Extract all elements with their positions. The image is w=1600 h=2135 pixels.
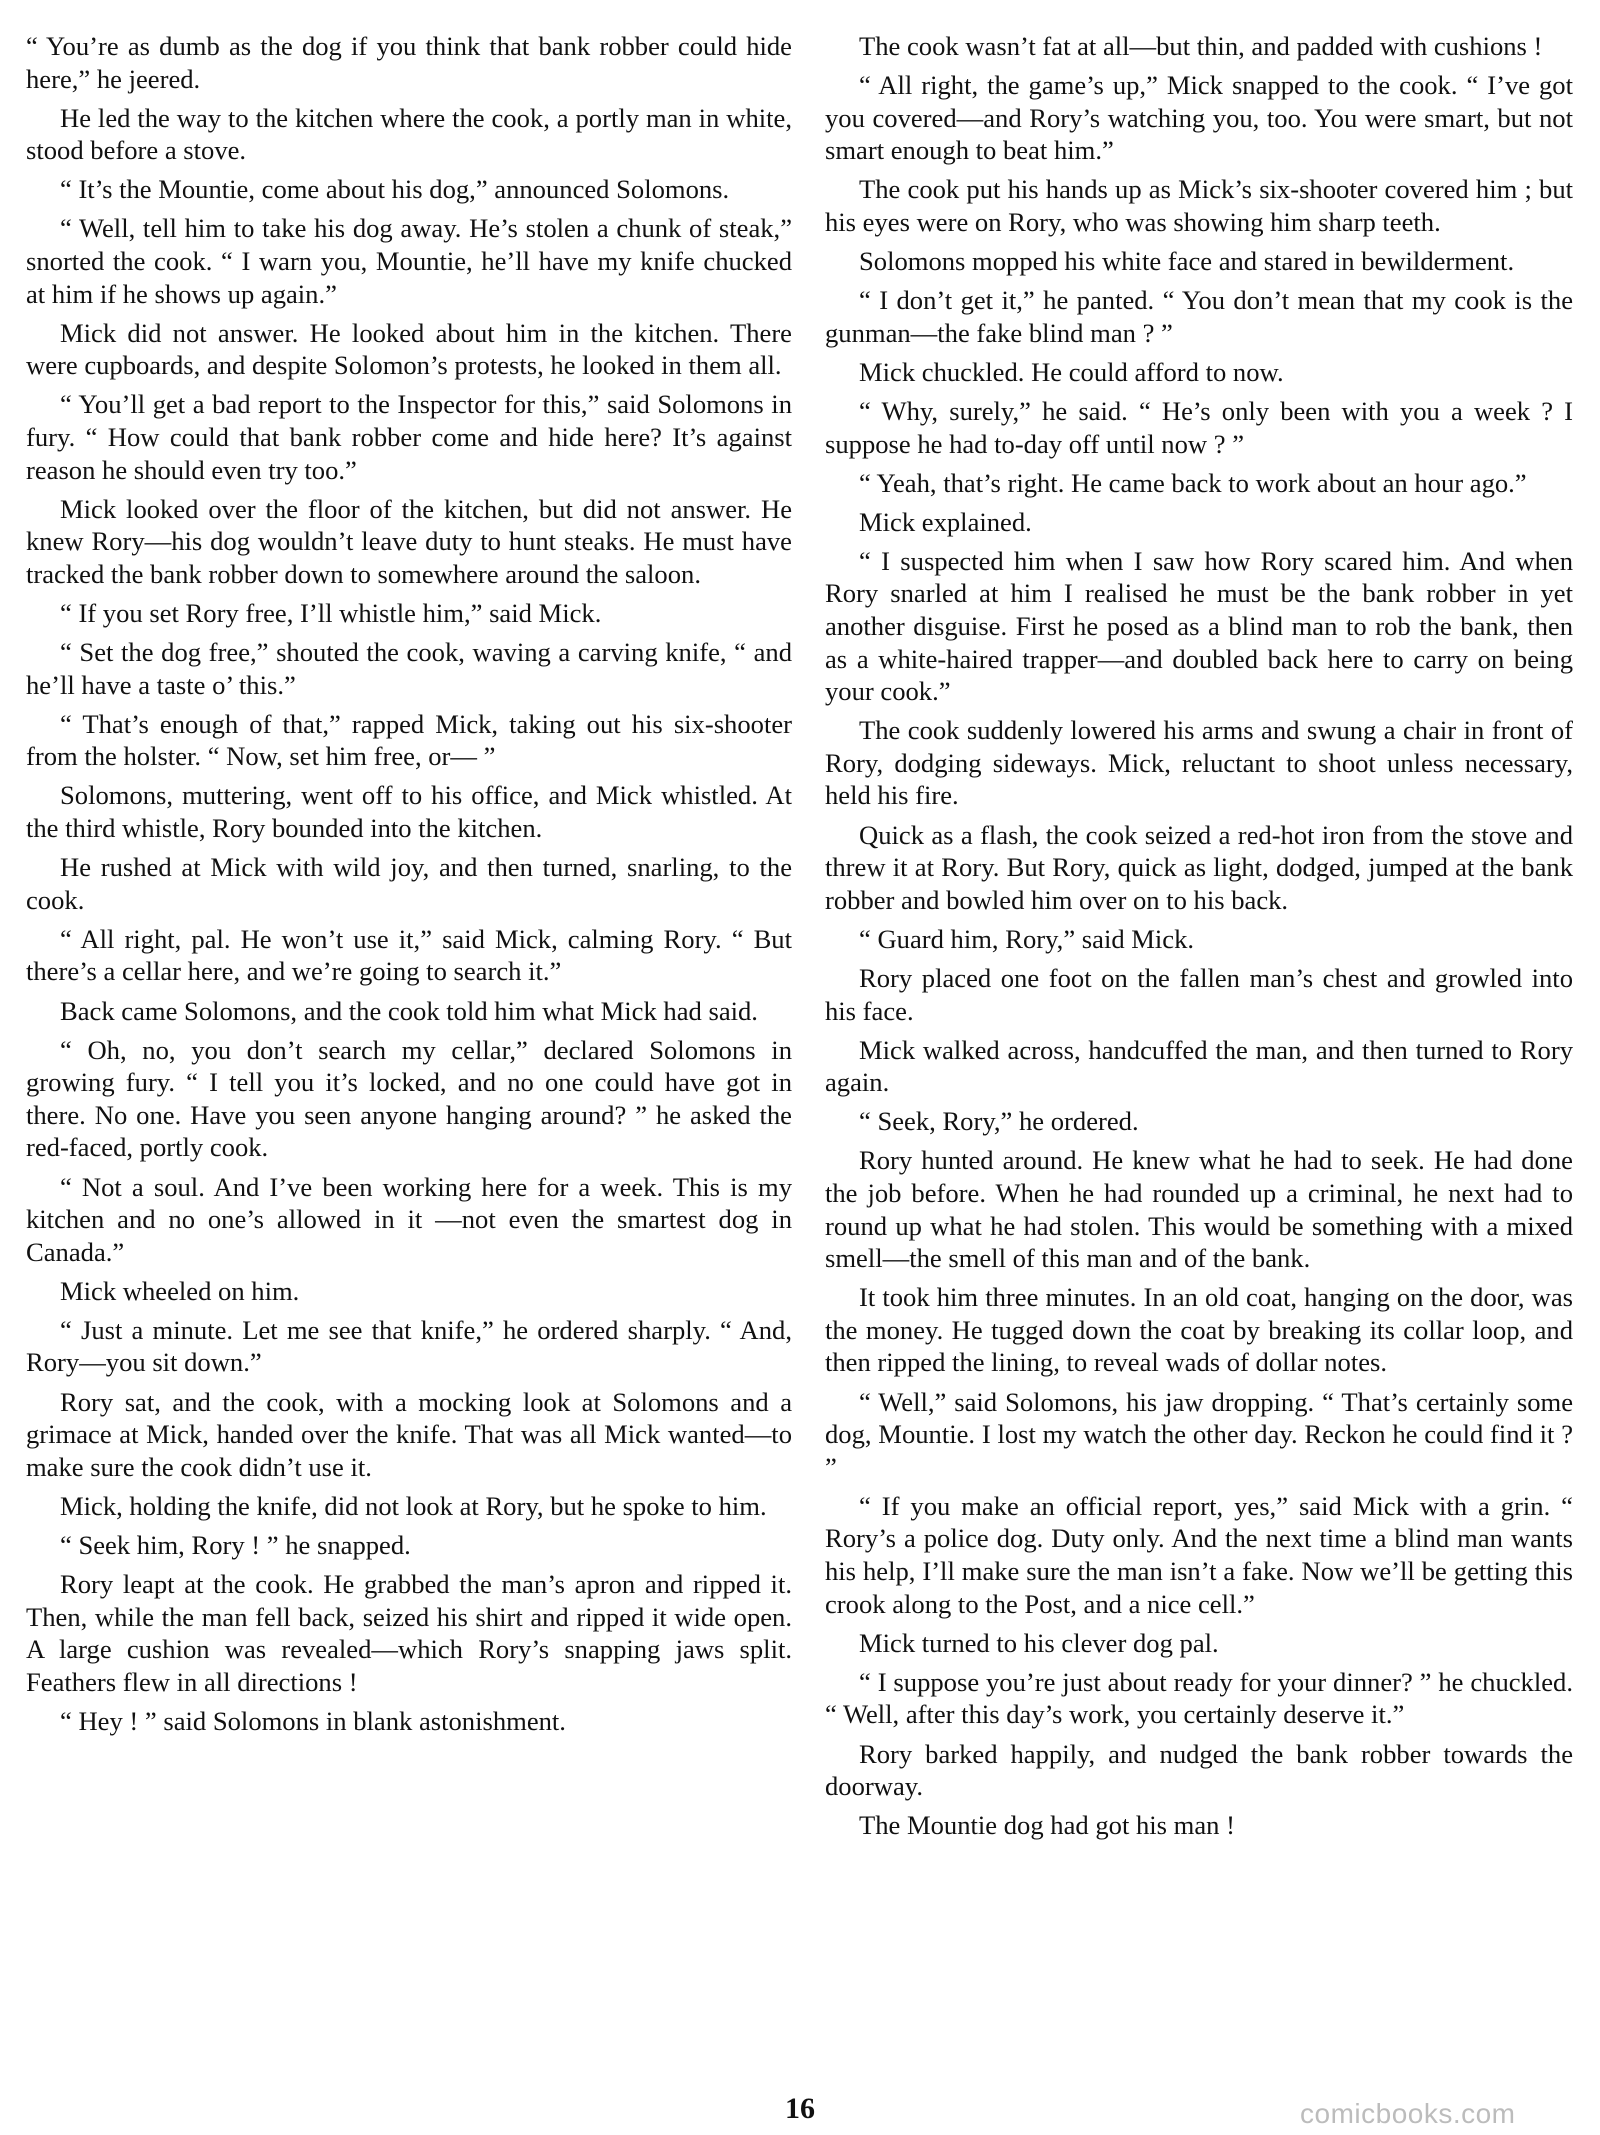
paragraph: “ All right, the game’s up,” Mick snapped to the cook. “ I’ve got you covered—and Rory’s watching you, too. You were smart, but not smart enough to beat him.” <box>825 70 1573 166</box>
paragraph: Mick turned to his clever dog pal. <box>859 1627 1219 1658</box>
watermark: comicbooks.com <box>1300 2098 1516 2129</box>
paragraph: Solomons mopped his white face and stared in bewilderment. <box>859 246 1515 277</box>
paragraph: “ You’ll get a bad report to the Inspector for this,” said Solomons in fury. “ How could that bank robber come and hide here? It’s against reason he should even try too.” <box>26 389 792 485</box>
paragraph: The cook put his hands up as Mick’s six-shooter covered him ; but his eyes were on Rory, who was showing him sharp teeth. <box>825 174 1573 237</box>
paragraph: Rory hunted around. He knew what he had to seek. He had done the job before. When he had rounded up a criminal, he next had to round up what he had stolen. This would be something with a mixed smell—the smell of this man and of the bank. <box>825 1145 1573 1274</box>
paragraph: “ I don’t get it,” he panted. “ You don’t mean that my cook is the gunman—the fake blind man ? ” <box>825 285 1573 348</box>
paragraph: Rory sat, and the cook, with a mocking look at Solomons and a grimace at Mick, handed over the knife. That was all Mick wanted—to make sure the cook didn’t use it. <box>26 1386 792 1482</box>
right-text-column <box>825 30 1573 1848</box>
paragraph: “ If you set Rory free, I’ll whistle him,” said Mick. <box>60 598 602 628</box>
left-text-column <box>26 30 792 1744</box>
paragraph: He rushed at Mick with wild joy, and then turned, snarling, to the cook. <box>26 852 792 915</box>
paragraph: “ Well,” said Solomons, his jaw dropping. “ That’s certainly some dog, Mountie. I lost my watch the other day. Reckon he could find it ? ” <box>825 1386 1573 1482</box>
paragraph: “ Well, tell him to take his dog away. He’s stolen a chunk of steak,” snorted the cook. “ I warn you, Mountie, he’ll have my knife chucked at him if he shows up again.” <box>26 213 792 309</box>
paragraph: “ You’re as dumb as the dog if you think that bank robber could hide here,” he jeered. <box>26 31 792 94</box>
paragraph: “ If you make an official report, yes,” said Mick with a grin. “ Rory’s a police dog. Duty only. And the next time a blind man wants his help, I’ll make sure the man isn’t a fake. Now we’ll be getting this crook along to the Post, and a nice cell.” <box>825 1490 1573 1619</box>
paragraph: “ Hey ! ” said Solomons in blank astonishment. <box>60 1705 566 1736</box>
paragraph: Mick did not answer. He looked about him in the kitchen. There were cupboards, and despite Solomon’s protests, he looked in them all. <box>26 317 792 381</box>
paragraph: “ Not a soul. And I’ve been working here for a week. This is my kitchen and no one’s allowed in it —not even the smartest dog in Canada.” <box>26 1171 792 1267</box>
page-number: 16 <box>785 2092 815 2125</box>
paragraph: Rory barked happily, and nudged the bank robber towards the doorway. <box>825 1738 1573 1802</box>
paragraph: Back came Solomons, and the cook told him what Mick had said. <box>60 995 758 1026</box>
paragraph: Mick, holding the knife, did not look at Rory, but he spoke to him. <box>60 1490 767 1521</box>
paragraph: “ That’s enough of that,” rapped Mick, taking out his six-shooter from the holster. “ Now, set him free, or— ” <box>26 708 792 772</box>
paragraph: He led the way to the kitchen where the cook, a portly man in white, stood before a stove. <box>26 102 792 166</box>
paragraph: “ Set the dog free,” shouted the cook, waving a carving knife, “ and he’ll have a taste o’ this.” <box>26 637 792 700</box>
paragraph: Mick chuckled. He could afford to now. <box>859 356 1284 387</box>
paragraph: It took him three minutes. In an old coat, hanging on the door, was the money. He tugged down the coat by breaking its collar loop, and then ripped the lining, to reveal wads of dollar notes. <box>825 1282 1573 1378</box>
paragraph: “ I suppose you’re just about ready for your dinner? ” he chuckled. “ Well, after this day’s work, you certainly deserve it.” <box>825 1666 1573 1730</box>
paragraph: Rory placed one foot on the fallen man’s chest and growled into his face. <box>825 962 1573 1026</box>
paragraph: Mick looked over the floor of the kitchen, but did not answer. He knew Rory—his dog wouldn’t leave duty to hunt steaks. He must have tracked the bank robber down to somewhere around the saloon. <box>26 493 792 589</box>
paragraph: Mick explained. <box>859 506 1032 537</box>
paragraph: “ Why, surely,” he said. “ He’s only been with you a week ? I suppose he had to-day off until now ? ” <box>825 395 1573 459</box>
paragraph: “ It’s the Mountie, come about his dog,” announced Solomons. <box>60 174 730 205</box>
paragraph: “ Seek, Rory,” he ordered. <box>859 1106 1139 1137</box>
paragraph: “ All right, pal. He won’t use it,” said Mick, calming Rory. “ But there’s a cellar here, and we’re going to search it.” <box>26 923 792 987</box>
paragraph: “ Seek him, Rory ! ” he snapped. <box>60 1529 411 1560</box>
paragraph: “ Guard him, Rory,” said Mick. <box>859 923 1195 954</box>
paragraph: Mick walked across, handcuffed the man, and then turned to Rory again. <box>825 1034 1573 1098</box>
paragraph: Rory leapt at the cook. He grabbed the man’s apron and ripped it. Then, while the man fell back, seized his shirt and ripped it wide open. A large cushion was revealed—which Rory’s snapping jaws split. Feathers flew in all directions ! <box>26 1569 792 1697</box>
paragraph: “ Oh, no, you don’t search my cellar,” declared Solomons in growing fury. “ I tell you it’s locked, and no one could have got in there. No one. Have you seen anyone hanging around? ” he asked the red-faced, portly cook. <box>26 1034 792 1163</box>
paragraph: The cook wasn’t fat at all—but thin, and padded with cushions ! <box>859 31 1543 61</box>
paragraph: Mick wheeled on him. <box>60 1275 300 1306</box>
paragraph: “ I suspected him when I saw how Rory scared him. And when Rory snarled at him I realised he must be the bank robber in yet another disguise. First he posed as a blind man to rob the bank, then as a white-haired trapper—and doubled back here to carry on being your cook.” <box>825 545 1573 707</box>
paragraph: The cook suddenly lowered his arms and swung a chair in front of Rory, dodging sideways. Mick, reluctant to shoot unless necessary, held his fire. <box>825 715 1573 811</box>
paragraph: “ Yeah, that’s right. He came back to work about an hour ago.” <box>859 467 1527 498</box>
paragraph: The Mountie dog had got his man ! <box>859 1810 1235 1841</box>
paragraph: Solomons, muttering, went off to his office, and Mick whistled. At the third whistle, Rory bounded into the kitchen. <box>26 780 792 844</box>
paragraph: Quick as a flash, the cook seized a red-hot iron from the stove and threw it at Rory. But Rory, quick as light, dodged, jumped at the bank robber and bowled him over on to his back. <box>825 819 1573 915</box>
paragraph: “ Just a minute. Let me see that knife,” he ordered sharply. “ And, Rory—you sit down.” <box>26 1314 792 1378</box>
